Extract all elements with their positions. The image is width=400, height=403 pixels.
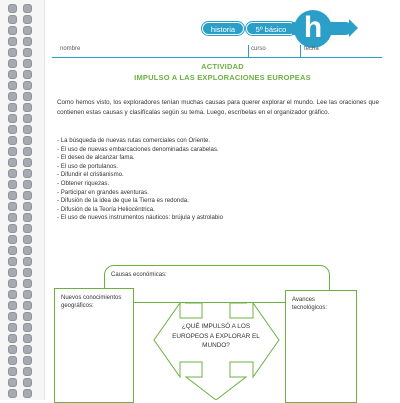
intro-paragraph: Como hemos visto, los exploradores tenían muchas causas para querer explorar el mundo. Lee las oraciones que contienen estas causas y clasifícalas según su tema. Luego, escríbelas en el organizador gráfico. [57, 99, 379, 116]
list-item: - El deseo de alcanzar fama. [57, 154, 223, 163]
activity-label: ACTIVIDAD [201, 62, 244, 71]
geographic-knowledge-box[interactable] [54, 288, 134, 403]
central-question: ¿QUÉ IMPULSÓ A LOS EUROPEOS A EXPLORAR EL MUNDO? [172, 323, 260, 349]
list-item: - Difusión de la Teoría Heliocéntrica. [57, 206, 223, 215]
list-item: - Obtener riquezas. [57, 180, 223, 189]
subject-label: historia [210, 25, 236, 34]
list-item: - Participar en grandes aventuras. [57, 189, 223, 198]
economic-causes-label: Causas económicas: [111, 272, 167, 278]
course-label: curso [251, 46, 266, 52]
name-label: nombre [60, 46, 81, 52]
list-item: - Difusión de la idea de que la Tierra es redonda. [57, 197, 223, 206]
technological-advances-label: Avances tecnológicos: [292, 297, 328, 311]
logo-letter: h [303, 11, 323, 44]
list-item: - Difundir el cristianismo. [57, 171, 223, 180]
date-label: fecha [304, 46, 319, 52]
grade-label: 5º básico [255, 25, 287, 34]
technological-advances-box[interactable] [285, 290, 357, 403]
list-item: - El uso de nuevos instrumentos náuticos: brújula y astrolabio [57, 214, 223, 223]
list-item: - El uso de portulanos. [57, 163, 223, 172]
activity-title: IMPULSO A LAS EXPLORACIONES EUROPEAS [134, 73, 311, 82]
list-item: - La búsqueda de nuevas rutas comerciales con Oriente. [57, 137, 223, 146]
list-item: - El uso de nuevas embarcaciones denominadas carabelas. [57, 146, 223, 155]
geographic-knowledge-label: Nuevos conocimientos geográficos: [61, 295, 122, 309]
